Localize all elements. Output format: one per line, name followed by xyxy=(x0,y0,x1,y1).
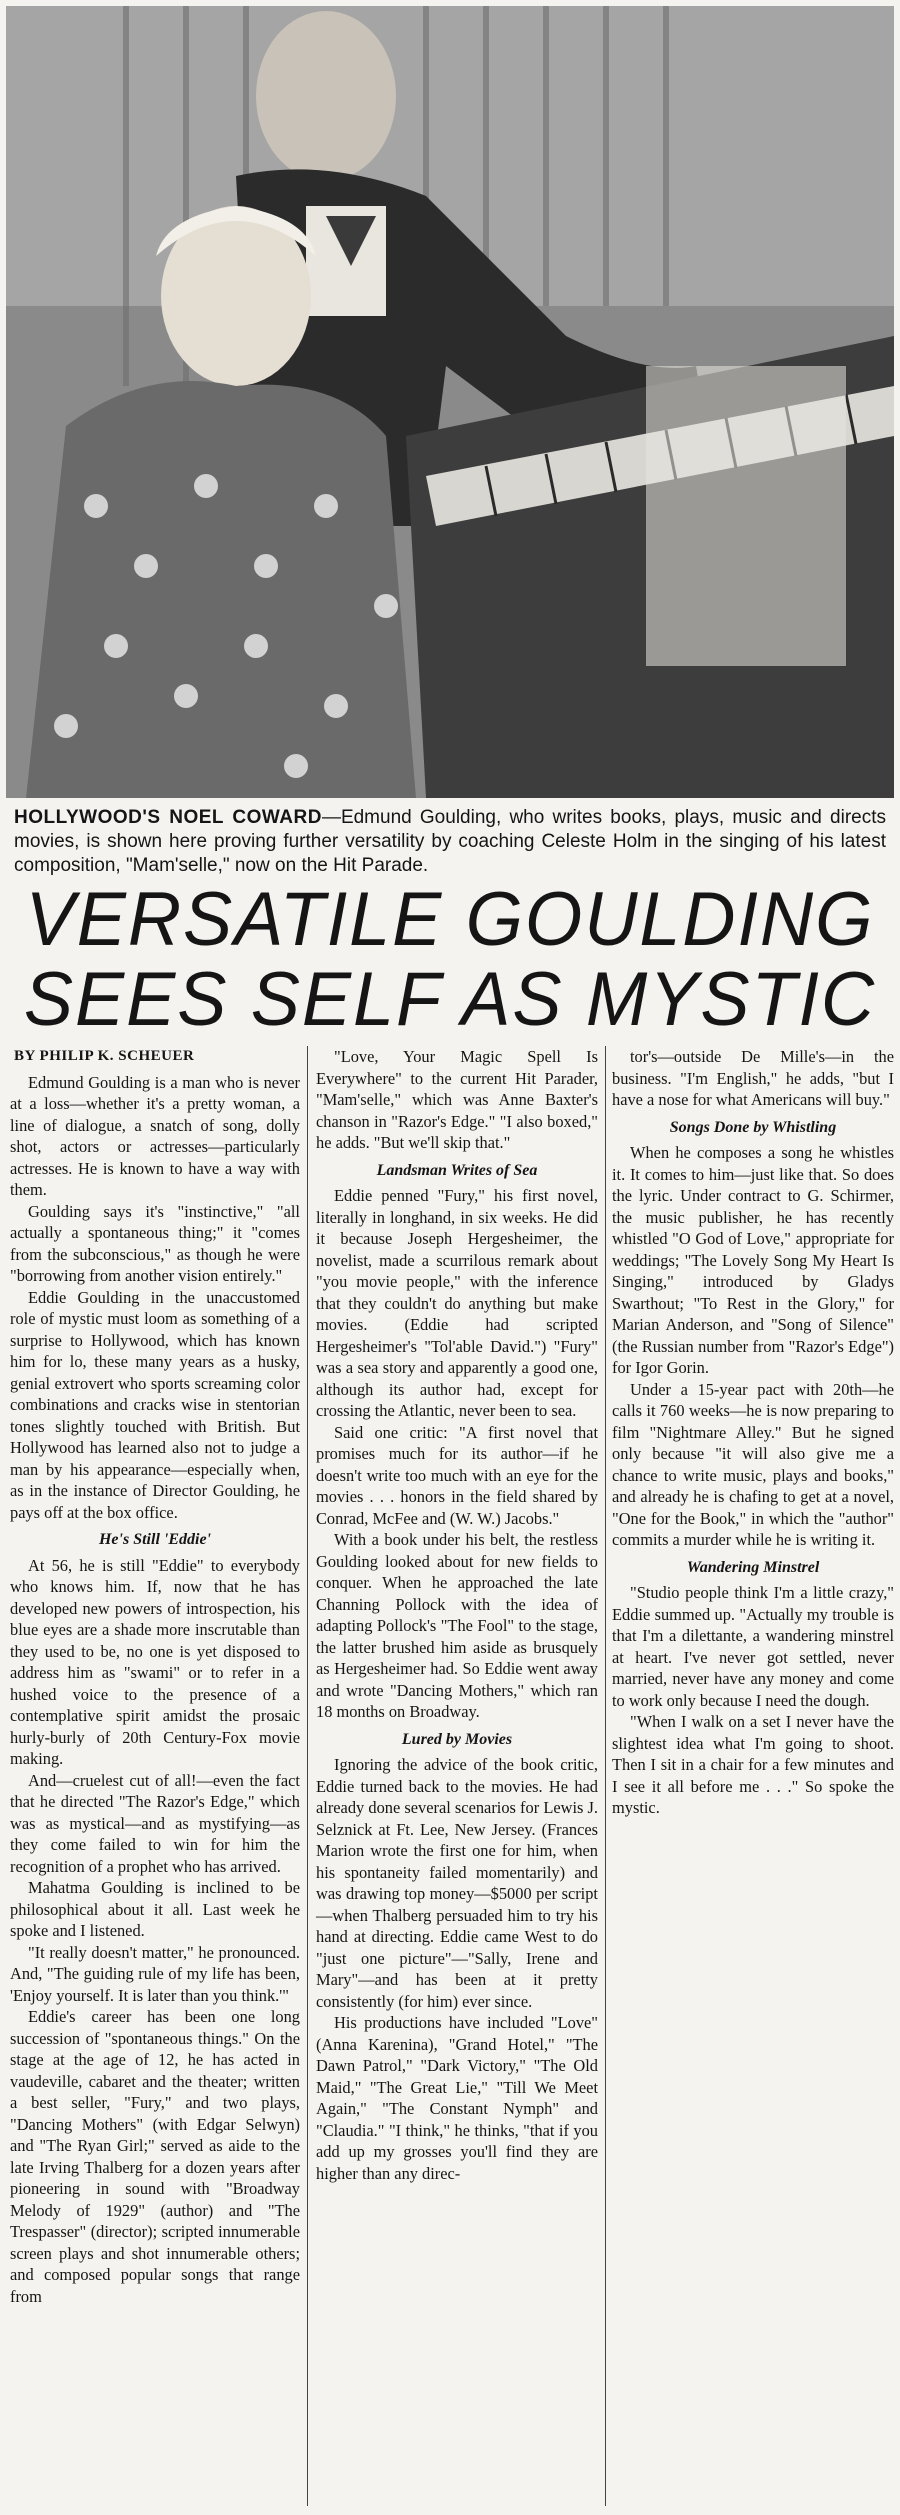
paragraph: Eddie penned "Fury," his first novel, literally in longhand, in six weeks. He did it because Joseph Hergesheimer, the novelist, made a scurrilous remark about "you movie people," with the inference that they couldn't do anything but make movies. (Eddie had scripted Hergesheimer's "Tol'able David.") "Fury" was a sea story and apparently a good one, although its author had, except for crossing the Atlantic, never been to sea. xyxy=(316,1186,598,1420)
paragraph: At 56, he is still "Eddie" to everybody who knows him. If, now that he has developed new powers of introspection, his blue eyes are a shade more inscrutable than they used to be, no one is yet disposed to address him as "swami" or to refer in a hushed voice to the presence of a contemplative spirit amidst the prosaic hurly-burly of 20th Century-Fox movie making. xyxy=(10,1555,300,1768)
paragraph: "It really doesn't matter," he pronounced. And, "The guiding rule of my life has been, 'Enjoy yourself. It is later than you think.'" xyxy=(10,1942,300,2005)
headline xyxy=(21,877,878,1042)
paragraph: His productions have included "Love" (Anna Karenina), "Grand Hotel," "The Dawn Patrol," "Dark Victory," "The Old Maid," "The Great Lie," "Till We Meet Again," "The Constant Nymph" and "Claudia." "I think," he thinks, "that if you add up my grosses you'll find they are higher than any direc- xyxy=(316,2013,598,2183)
column-rule-2 xyxy=(605,1046,606,2506)
paragraph: When he composes a song he whistles it. It comes to him—just like that. So does the lyric. Under contract to G. Schirmer, the music publisher, he has recently whistled "O God of Love," appropriate for weddings; "The Lovely Song My Heart Is Singing," introduced by Gladys Swarthout; "To Rest in the Glory," for Marian Anderson, and "Song of Silence" (the Russian number from "Razor's Edge") for Igor Gorin. xyxy=(612,1143,894,1377)
paragraph: "Studio people think I'm a little crazy," Eddie summed up. "Actually my trouble is that I'm a dilettante, a wandering minstrel at heart. I've never got settled, never married, never have any money and come to work only because I need the dough. xyxy=(612,1583,894,1710)
paragraph: With a book under his belt, the restless Goulding looked about for new fields to conquer. When he approached the late Channing Pollock with the idea of adapting Pollock's "The Fool" to the stage, the latter brushed him aside as brusquely as Hergesheimer had. So Eddie went away and wrote "Dancing Mothers," which ran 18 months on Broadway. xyxy=(316,1530,598,1721)
photo-caption xyxy=(14,806,886,878)
subhead: Songs Done by Whistling xyxy=(669,1118,837,1136)
paragraph: Under a 15-year pact with 20th—he calls it 760 weeks—he is now preparing to film "Nightmare Alley." But he signed only because "it will also give me a chance to write music, plays and books," and already he is chafing to get at a novel, "One for the Book," in which the "author" commits a murder while he is writing it. xyxy=(612,1379,894,1549)
photo-illustration xyxy=(6,6,894,798)
paragraph: "Love, Your Magic Spell Is Everywhere" to the current Hit Parader, "Mam'selle," which was Anne Baxter's chanson in "Razor's Edge." "I also boxed," he adds. "But we'll skip that." xyxy=(316,1047,598,1152)
subhead: Lured by Movies xyxy=(401,1730,513,1748)
paragraph: And—cruelest cut of all!—even the fact that he directed "The Razor's Edge," which was as mystical—and as mystifying—as they come failed to win for him the recognition of a prophet who has arrived. xyxy=(10,1770,300,1876)
article-column-2 xyxy=(316,1046,598,2184)
paragraph: Edmund Goulding is a man who is never at a loss—whether it's a pretty woman, a line of dialogue, a snatch of song, dolly shot, actors or actresses—particularly actresses. He is known to have a way with them. xyxy=(10,1072,300,1199)
paragraph: Eddie Goulding in the unaccustomed role of mystic must loom as something of a surprise to Hollywood, which has known him for lo, these many years as a husky, genial extrovert who sports screaming color combinations and cracks wise in stentorian tones slightly touched with British. But Hollywood has learned also not to judge a man by his appearance—especially when, as in the instance of Director Goulding, he pays off at the box office. xyxy=(10,1287,300,1522)
subhead: He's Still 'Eddie' xyxy=(98,1531,211,1548)
paragraph: tor's—outside De Mille's—in the business. "I'm English," he adds, "but I have a nose for what Americans will buy." xyxy=(612,1047,894,1109)
paragraph: Mahatma Goulding is inclined to be philosophical about it all. Last week he spoke and I listened. xyxy=(10,1878,300,1940)
headline-line-2: SEES SELF AS MYSTIC xyxy=(23,957,877,1042)
paragraph: Said one critic: "A first novel that promises much for its author—if he doesn't write too much with an eye for the movies . . . honors in the field shared by Conrad, McFee and (W. W.) Jacobs." xyxy=(316,1422,598,1528)
paragraph: Ignoring the advice of the book critic, Eddie turned back to the movies. He had already done several scenarios for Lewis J. Selznick at Ft. Lee, New Jersey. (Frances Marion wrote the first one for him, when his spontaneity failed momentarily) and was drawing top money—$5000 per script—when Thalberg persuaded him to try his hand at directing. Eddie came West to do "just one picture"—"Sally, Irene and Mary"—and has been at it pretty consistently (for him) ever since. xyxy=(316,1755,598,2011)
subhead: Landsman Writes of Sea xyxy=(376,1161,538,1179)
paragraph: Goulding says it's "instinctive," "all actually a spontaneous thing;" it "comes from the subconscious," as though he were "borrowing from another vision entirely." xyxy=(10,1201,300,1285)
byline: BY PHILIP K. SCHEUER xyxy=(14,1048,195,1064)
paragraph: "When I walk on a set I never have the slightest idea what I'm going to shoot. Then I sit in a chair for a few minutes and I see it all before me . . ." So spoke the mystic. xyxy=(612,1712,894,1817)
column-rule-1 xyxy=(307,1046,308,2506)
article-column-1 xyxy=(10,1046,300,2307)
paragraph: Eddie's career has been one long succession of "spontaneous things." On the stage at the age of 12, he has acted in vaudeville, cabaret and the theater; written a best seller, "Fury," and two plays, "Dancing Mothers" (with Edgar Selwyn) and "The Ryan Girl;" served as aide to the late Irving Thalberg for a dozen years after pioneering in sound with "Broadway Melody of 1929" (author) and "The Trespasser" (director); scripted innumerable screen plays and shot innumerable others; and composed popular songs that range from xyxy=(10,2007,300,2306)
caption-kicker: HOLLYWOOD'S NOEL COWARD xyxy=(14,807,322,828)
photo-goulding-and-holm xyxy=(6,6,894,798)
headline-line-1: VERSATILE GOULDING xyxy=(25,877,875,962)
caption-text: —Edmund Goulding, who writes books, plays, music and directs movies, is shown here proving further versatility by coaching Celeste Holm in the singing of his latest composition, "Mam'selle," now on the Hit Parade. xyxy=(14,807,886,876)
article-column-3 xyxy=(612,1046,894,1819)
subhead: Wandering Minstrel xyxy=(686,1558,820,1576)
